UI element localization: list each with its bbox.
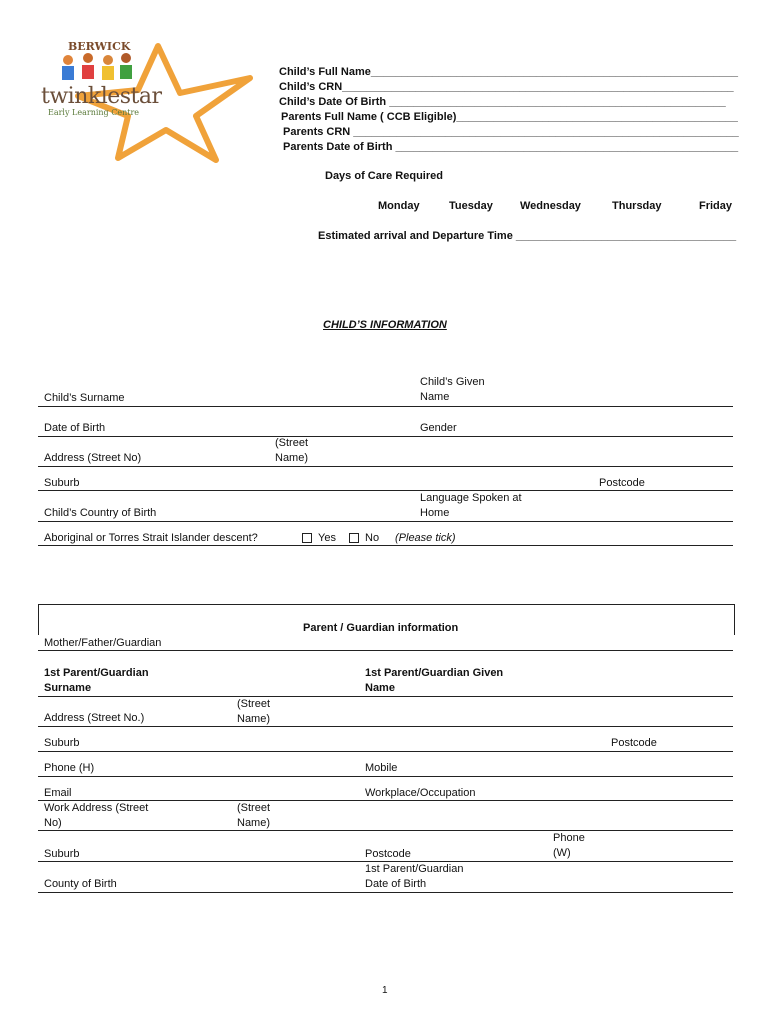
- work-street-name-label: (Street Name): [237, 802, 271, 829]
- parent-info-title: Parent / Guardian information: [303, 622, 459, 634]
- parents-dob-field[interactable]: Parents Date of Birth ________________________________________________________: [283, 141, 739, 153]
- yes-label: Yes: [318, 532, 336, 544]
- mobile-label: Mobile: [365, 762, 398, 774]
- aboriginal-no-option[interactable]: [349, 531, 379, 546]
- checkbox-icon[interactable]: [302, 533, 312, 543]
- days-of-care-title: Days of Care Required: [325, 170, 443, 182]
- row-divider: [38, 436, 733, 437]
- no-label: No: [365, 532, 380, 544]
- logo-brand: twinklestar: [41, 84, 162, 109]
- child-gender-label: Gender: [420, 422, 457, 434]
- row-divider: [38, 830, 733, 831]
- arrival-departure-field[interactable]: Estimated arrival and Departure Time ____________________________________: [318, 230, 737, 242]
- row-divider: [38, 521, 733, 522]
- work-suburb-label: Suburb: [44, 848, 80, 860]
- child-full-name-field[interactable]: Child’s Full Name____________________________________________________________: [279, 66, 738, 78]
- row-divider: [38, 696, 733, 697]
- day-friday[interactable]: Friday: [699, 200, 733, 212]
- child-suburb-label: Suburb: [44, 477, 80, 489]
- parents-full-name-field[interactable]: Parents Full Name ( CCB Eligible)______________________________________________: [281, 111, 738, 123]
- parents-crn-field[interactable]: Parents CRN _______________________________________________________________: [283, 126, 739, 138]
- row-divider: [38, 776, 733, 777]
- logo-top-text: BERWICK: [68, 40, 131, 53]
- phone-home-label: Phone (H): [44, 762, 95, 774]
- day-monday[interactable]: Monday: [378, 200, 420, 212]
- row-divider: [38, 726, 733, 727]
- day-tuesday[interactable]: Tuesday: [449, 200, 493, 212]
- aboriginal-yes-option[interactable]: [302, 531, 336, 546]
- child-crn-field[interactable]: Child’s CRN________________________________________________________________: [279, 81, 734, 93]
- row-divider: [38, 490, 733, 491]
- child-dob-label: Date of Birth: [44, 422, 106, 434]
- day-wednesday[interactable]: Wednesday: [520, 200, 581, 212]
- child-country-label: Child’s Country of Birth: [44, 507, 157, 519]
- phone-work-label: Phone (W): [553, 832, 585, 859]
- work-postcode-label: Postcode: [365, 848, 411, 860]
- logo-tagline: Early Learning Centre: [48, 108, 140, 117]
- parent-street-name-label: (Street Name): [237, 698, 271, 725]
- row-divider: [38, 406, 733, 407]
- child-surname-label: Child’s Surname: [44, 392, 125, 404]
- email-label: Email: [44, 787, 72, 799]
- child-address-label: Address (Street No): [44, 452, 142, 464]
- workplace-label: Workplace/Occupation: [365, 787, 476, 799]
- checkbox-icon[interactable]: [349, 533, 359, 543]
- relationship-label: Mother/Father/Guardian: [44, 637, 162, 649]
- aboriginal-label: Aboriginal or Torres Strait Islander descent?: [44, 532, 258, 544]
- row-divider: [38, 545, 733, 546]
- parent-country-label: County of Birth: [44, 878, 117, 890]
- row-divider: [38, 466, 733, 467]
- child-postcode-label: Postcode: [599, 477, 645, 489]
- row-divider: [38, 751, 733, 752]
- please-tick-note: (Please tick): [395, 532, 456, 544]
- child-info-title: CHILD’S INFORMATION: [323, 319, 447, 331]
- logo: [38, 38, 253, 163]
- row-divider: [38, 650, 733, 651]
- parent-given-name-label: 1st Parent/Guardian Given Name: [365, 667, 504, 694]
- day-thursday[interactable]: Thursday: [612, 200, 662, 212]
- parent-suburb-label: Suburb: [44, 737, 80, 749]
- child-street-name-label: (Street Name): [275, 437, 309, 464]
- child-dob-field[interactable]: Child’s Date Of Birth _______________________________________________________: [279, 96, 726, 108]
- child-given-name-label: Child’s Given Name: [420, 376, 485, 403]
- parent-address-label: Address (Street No.): [44, 712, 145, 724]
- child-language-label: Language Spoken at Home: [420, 492, 522, 519]
- row-divider: [38, 892, 733, 893]
- work-address-label: Work Address (Street No): [44, 802, 149, 829]
- parent-dob-label: 1st Parent/Guardian Date of Birth: [365, 863, 464, 890]
- parent-postcode-label: Postcode: [611, 737, 657, 749]
- page-number: 1: [382, 985, 388, 996]
- parent-surname-label: 1st Parent/Guardian Surname: [44, 667, 149, 694]
